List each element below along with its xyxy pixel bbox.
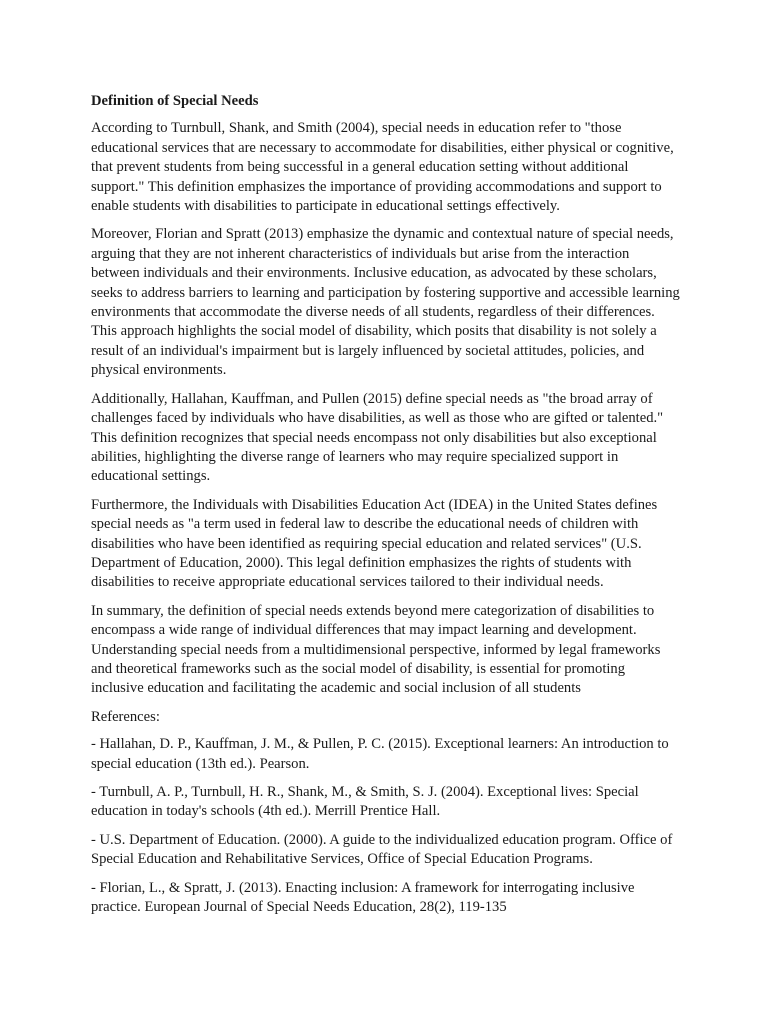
paragraph-turnbull-definition: According to Turnbull, Shank, and Smith (2004), special needs in education refer to "those educational services that are necessary to accommodate for disabilities, either physical or cognitive, that prevent students from being successful in a general education setting without additional support." This definition emphasizes the importance of providing accommodations and support to enable students with disabilities to participate in educational settings effectively.: [91, 120, 674, 215]
reference-item: - U.S. Department of Education. (2000). A guide to the individualized education program. Office of Special Education and Rehabilitative Services, Office of Special Education Programs.: [91, 831, 673, 868]
paragraph-hallahan-definition: Additionally, Hallahan, Kauffman, and Pullen (2015) define special needs as "the broad array of challenges faced by individuals who have disabilities, as well as those who are gifted or talented." This definition recognizes that special needs encompass not only disabilities but also exceptional abilities, highlighting the diverse range of learners who may require specialized support in educational settings.: [91, 390, 664, 485]
document-page: [91, 92, 680, 926]
reference-item: - Hallahan, D. P., Kauffman, J. M., & Pullen, P. C. (2015). Exceptional learners: An introduction to special education (13th ed.). Pearson.: [91, 736, 669, 772]
paragraph-florian-spratt: Moreover, Florian and Spratt (2013) emphasize the dynamic and contextual nature of special needs, arguing that they are not inherent characteristics of individuals but arise from the interaction between individuals and their environments. Inclusive education, as advocated by these scholars, seeks to address barriers to learning and participation by fostering supportive and accessible learning environments that accommodate the diverse needs of all students, regardless of their differences. This approach highlights the social model of disability, which posits that disability is not solely a result of an individual's impairment but is largely influenced by societal attitudes, policies, and physical environments.: [91, 226, 680, 379]
reference-item: - Florian, L., & Spratt, J. (2013). Enacting inclusion: A framework for interrogating inclusive practice. European Journal of Special Needs Education, 28(2), 119-135: [91, 879, 635, 916]
references-label: References:: [91, 708, 160, 725]
section-heading: Definition of Special Needs: [91, 93, 259, 109]
paragraph-summary: In summary, the definition of special needs extends beyond mere categorization of disabilities to encompass a wide range of individual differences that may impact learning and development. Understanding special needs from a multidimensional perspective, informed by legal frameworks and theoretical frameworks such as the social model of disability, is essential for promoting inclusive education and facilitating the academic and social inclusion of all students: [91, 602, 661, 697]
paragraph-idea-definition: Furthermore, the Individuals with Disabilities Education Act (IDEA) in the United States defines special needs as "a term used in federal law to describe the educational needs of children with disabilities who have been identified as requiring special education and related services" (U.S. Department of Education, 2000). This legal definition emphasizes the rights of students with disabilities to receive appropriate educational services tailored to their individual needs.: [91, 496, 658, 591]
reference-item: - Turnbull, A. P., Turnbull, H. R., Shank, M., & Smith, S. J. (2004). Exceptional lives: Special education in today's schools (4th ed.). Merrill Prentice Hall.: [91, 784, 639, 820]
